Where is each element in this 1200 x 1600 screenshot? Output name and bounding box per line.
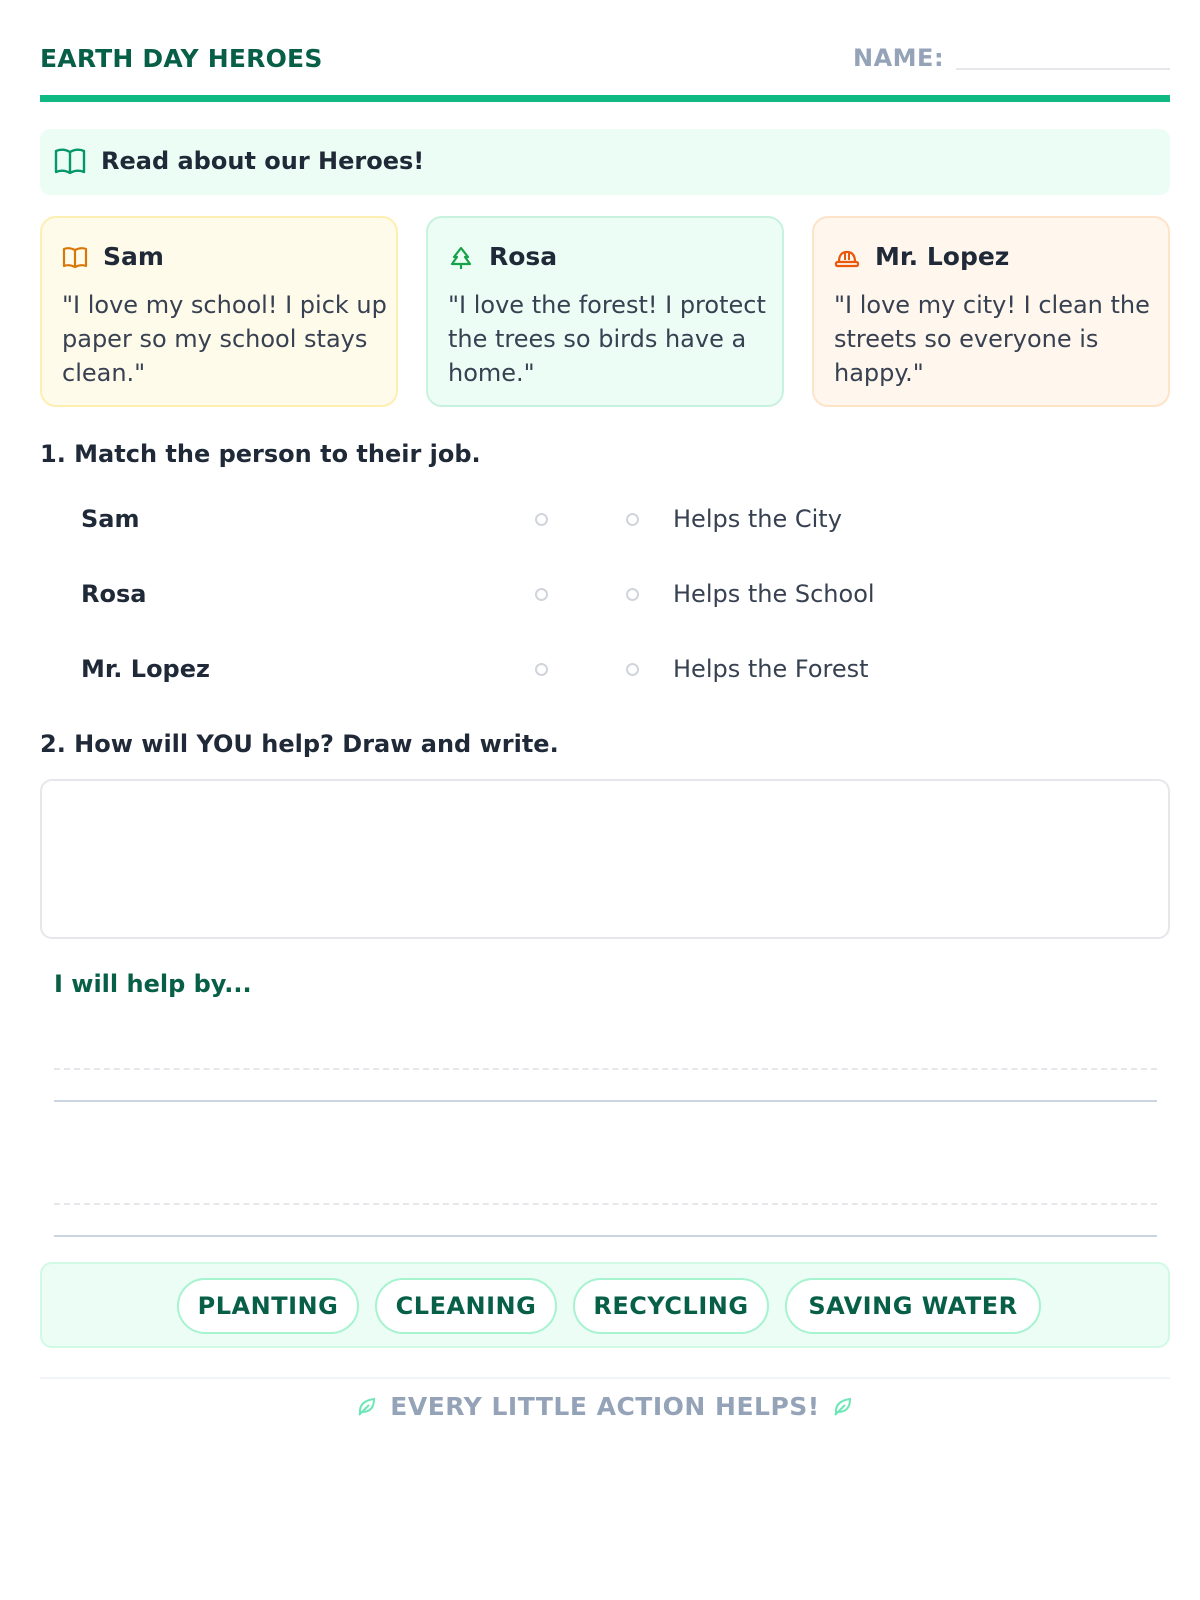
intro-banner [40, 129, 1170, 195]
action-pill-planting: PLANTING [177, 1278, 359, 1334]
hero-card-sam [40, 216, 398, 407]
hero-name: Sam [103, 242, 164, 271]
hero-quote: "I love the forest! I protect the trees so birds have a home." [448, 291, 766, 387]
writing-guide-line [54, 1068, 1157, 1070]
match-person: Rosa [81, 580, 147, 608]
tree-icon [448, 246, 474, 270]
action-word-bank [40, 1262, 1170, 1348]
match-dot-left[interactable] [535, 588, 548, 601]
hero-card-rosa [426, 216, 784, 407]
leaf-icon [832, 1395, 854, 1417]
footer-text: EVERY LITTLE ACTION HELPS! [390, 1392, 820, 1421]
writing-guide-line [54, 1203, 1157, 1205]
match-job: Helps the City [673, 505, 842, 533]
match-person: Sam [81, 505, 140, 533]
match-dot-right[interactable] [626, 663, 639, 676]
footer-divider [40, 1377, 1170, 1379]
match-dot-right[interactable] [626, 588, 639, 601]
question-1-title: 1. Match the person to their job. [40, 440, 481, 468]
hard-hat-icon [834, 246, 860, 270]
writing-line[interactable] [54, 1100, 1157, 1102]
book-icon [54, 147, 86, 177]
hero-name: Mr. Lopez [875, 242, 1010, 271]
writing-line[interactable] [54, 1235, 1157, 1237]
match-dot-right[interactable] [626, 513, 639, 526]
writing-prompt: I will help by... [54, 970, 252, 998]
hero-quote: "I love my city! I clean the streets so everyone is happy." [834, 291, 1150, 387]
worksheet-title: EARTH DAY HEROES [40, 44, 323, 73]
match-job: Helps the Forest [673, 655, 869, 683]
worksheet [40, 0, 1170, 1600]
name-field[interactable] [956, 68, 1170, 70]
match-job: Helps the School [673, 580, 875, 608]
leaf-icon [356, 1395, 378, 1417]
match-person: Mr. Lopez [81, 655, 210, 683]
intro-text: Read about our Heroes! [101, 147, 425, 175]
match-dot-left[interactable] [535, 513, 548, 526]
action-pill-cleaning: CLEANING [375, 1278, 557, 1334]
action-pill-saving-water: SAVING WATER [785, 1278, 1041, 1334]
book-icon [62, 246, 88, 270]
name-label: NAME: [853, 44, 945, 72]
hero-quote: "I love my school! I pick up paper so my school stays clean." [62, 291, 387, 387]
drawing-area[interactable] [40, 779, 1170, 939]
footer [40, 1392, 1170, 1432]
action-pill-recycling: RECYCLING [573, 1278, 769, 1334]
worksheet-header [40, 40, 1170, 102]
match-dot-left[interactable] [535, 663, 548, 676]
question-2-title: 2. How will YOU help? Draw and write. [40, 730, 559, 758]
hero-card-mr-lopez [812, 216, 1170, 407]
hero-name: Rosa [489, 242, 558, 271]
